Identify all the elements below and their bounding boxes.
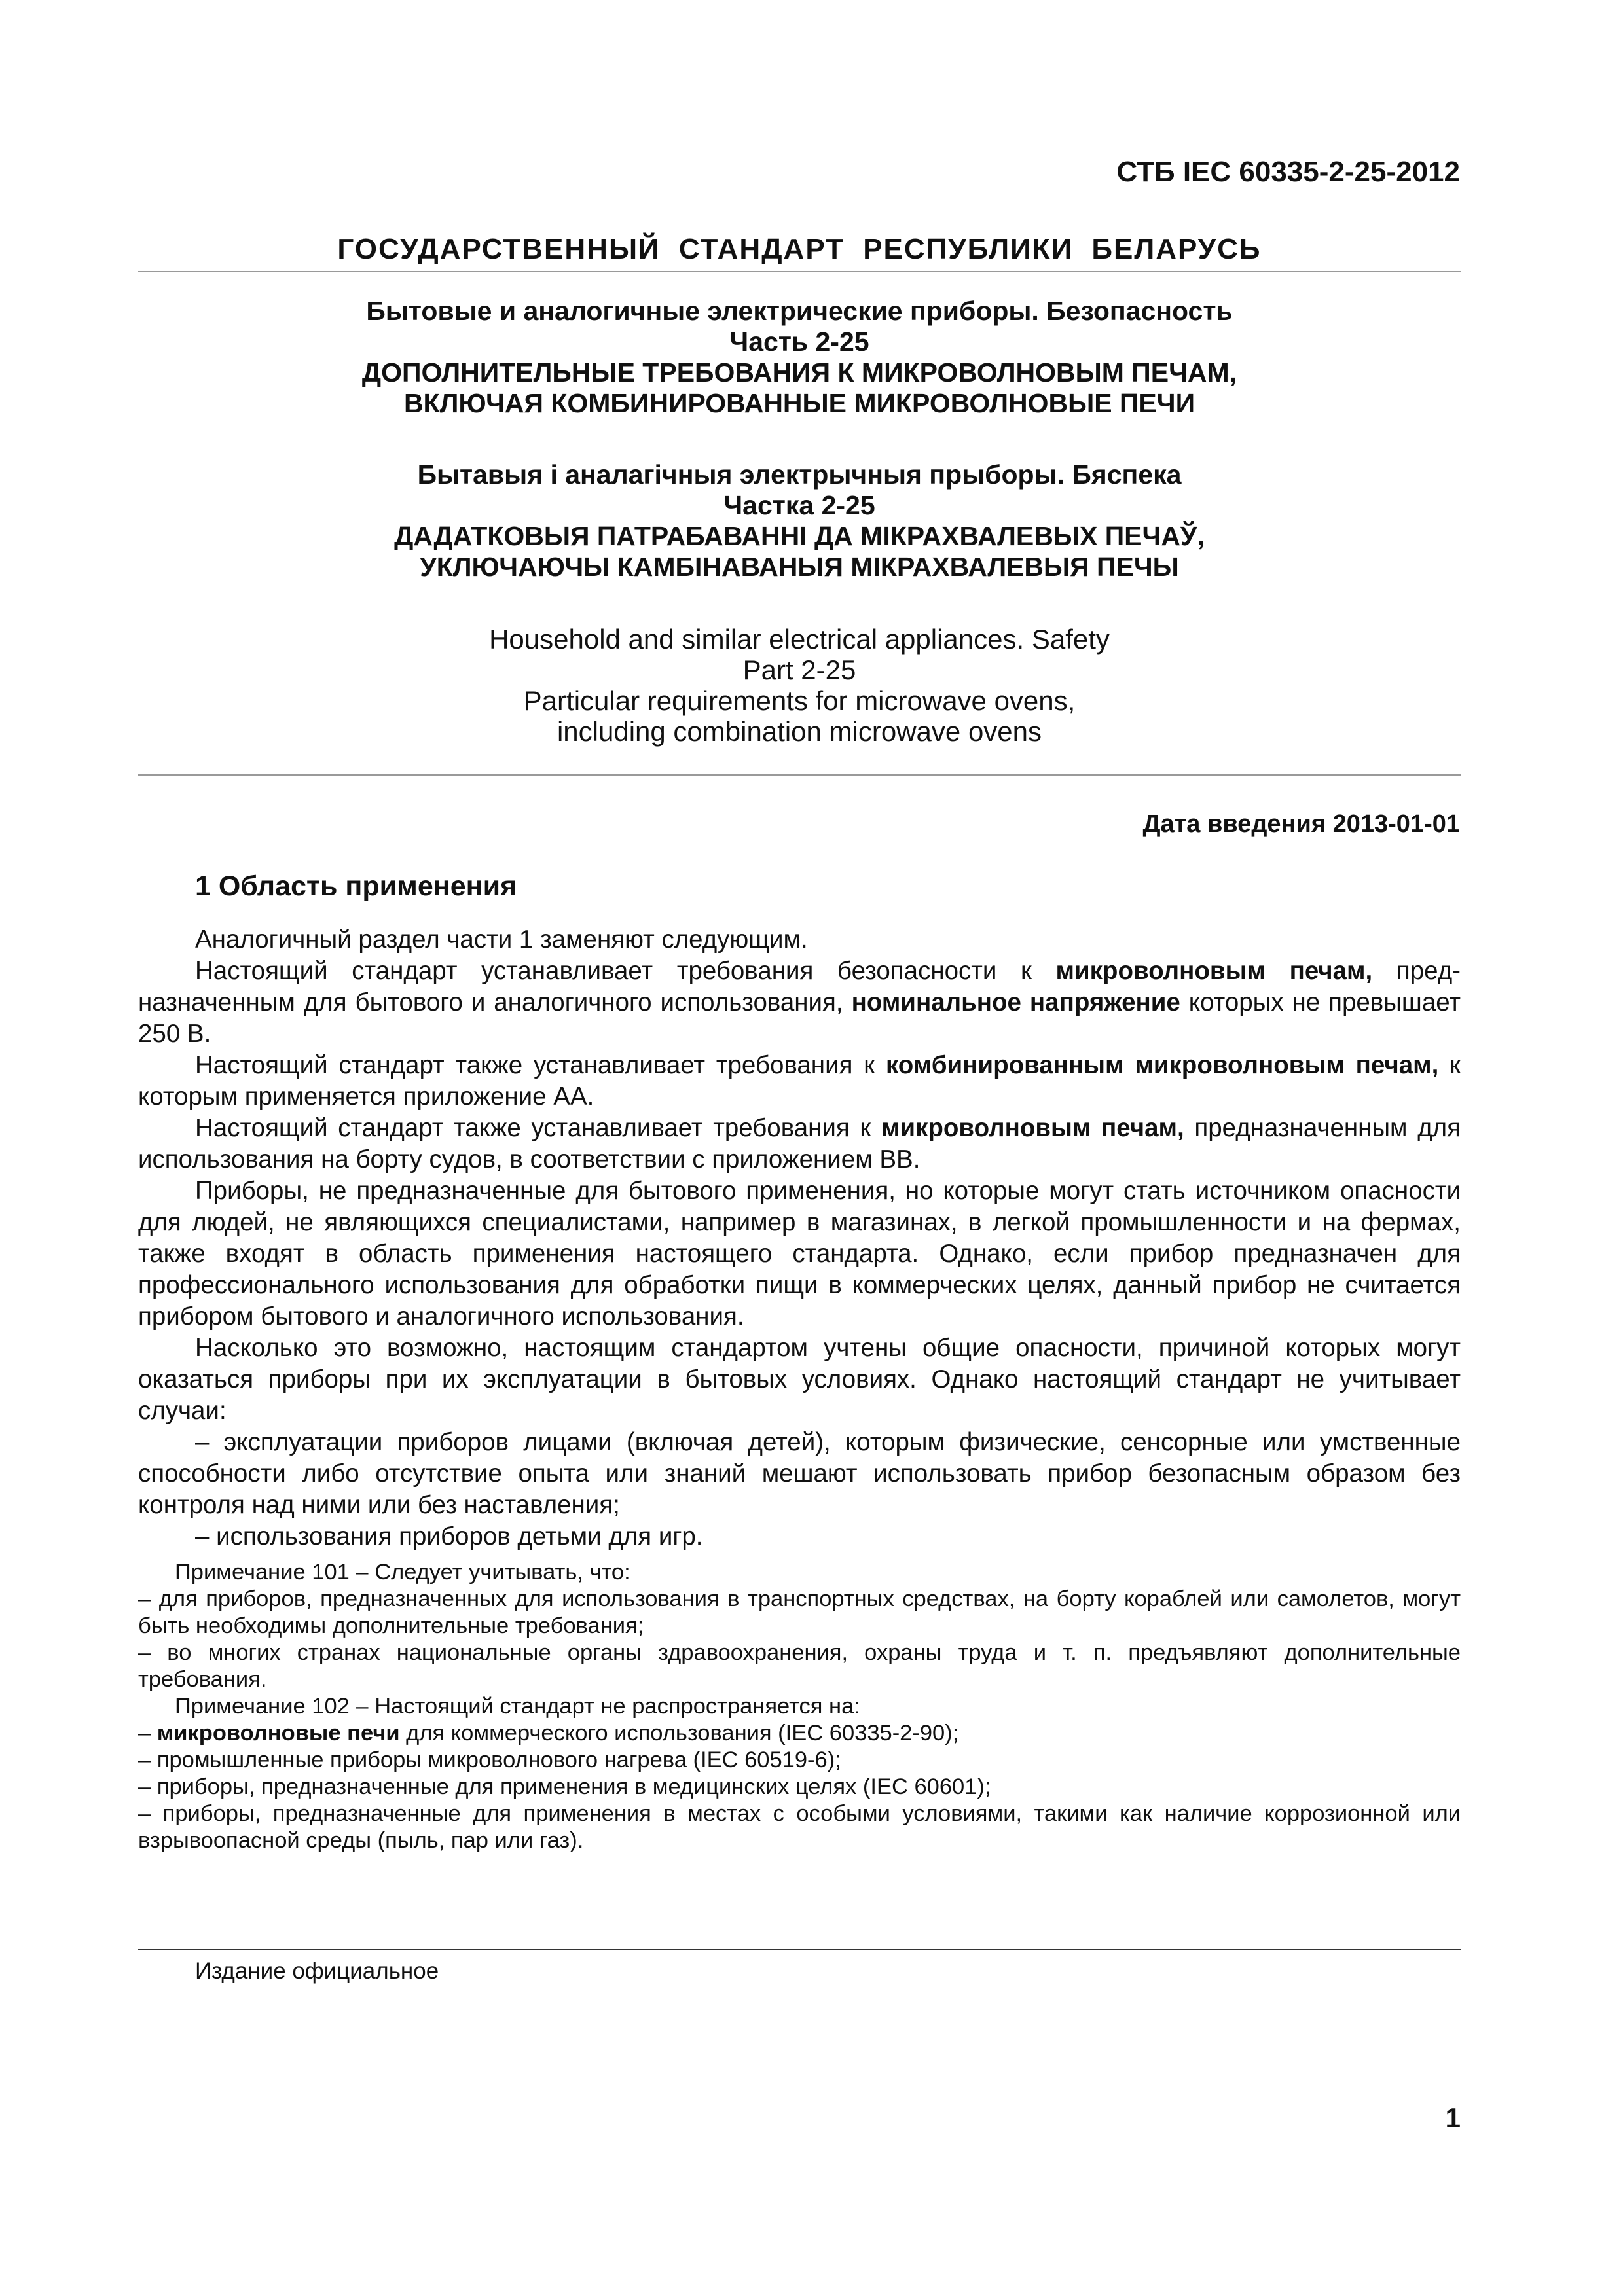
title-en-line: including combination microwave ovens xyxy=(556,716,1042,747)
title-divider-bottom xyxy=(138,774,1461,776)
title-ru-line: Бытовые и аналогичные электрические приборы. Безопасность xyxy=(366,296,1233,326)
paragraph: Приборы, не предназначенные для бытового применения, но которые могут стать источником опасности для людей, не являющихся специалистами, например в магазинах, в легкой промышленности и на фермах, также входят в область применения настоящего стандарта. Однако, если прибор предназначен для профессионального использования для обработки пищи в коммерческих целях, данный прибор не считается прибором бытового и аналогичного использования. xyxy=(138,1177,1461,1331)
note-item: – промышленные приборы микроволнового нагрева (IEC 60519-6); xyxy=(138,1748,841,1772)
paragraph: – эксплуатации приборов лицами (включая детей), которым физические, сенсорные или умственные способности либо отсутствие опыта или знаний мешают использовать прибор безопасным образом без контроля над ними или без наставления; xyxy=(138,1428,1461,1519)
note-102-heading: Примечание 102 – Настоящий стандарт не распространяется на: xyxy=(175,1694,860,1719)
footer-divider xyxy=(138,1949,1461,1950)
paragraph: Насколько это возможно, настоящим стандартом учтены общие опасности, причиной которых могут оказаться приборы при их эксплуатации в бытовых условиях. Однако настоящий стандарт не учитывает случаи: xyxy=(138,1334,1461,1425)
section-body xyxy=(138,924,1461,1854)
term: микроволновые печи xyxy=(156,1721,400,1746)
note-101-heading: Примечание 101 – Следует учитывать, что: xyxy=(175,1560,630,1585)
title-divider-top xyxy=(138,271,1461,272)
term: микроволновым печам, xyxy=(1055,957,1373,985)
title-ru-line: ВКЛЮЧАЯ КОМБИНИРОВАННЫЕ МИКРОВОЛНОВЫЕ ПЕЧИ xyxy=(403,388,1195,418)
title-ru-line: Часть 2-25 xyxy=(729,327,869,357)
paragraph: – использования приборов детьми для игр. xyxy=(195,1522,703,1551)
title-block-english xyxy=(138,624,1461,747)
note-item: – для приборов, предназначенных для использования в транспортных средствах, на борту кораблей или самолетов, могут быть необходимы дополнительные требования; xyxy=(138,1587,1461,1638)
title-en-line: Particular requirements for microwave ovens, xyxy=(523,685,1076,716)
note-item: – во многих странах национальные органы здравоохранения, охраны труда и т. п. предъявляют дополнительные требования. xyxy=(138,1640,1461,1692)
title-block-belarusian xyxy=(138,459,1461,583)
title-ru-line: ДОПОЛНИТЕЛЬНЫЕ ТРЕБОВАНИЯ К МИКРОВОЛНОВЫМ ПЕЧАМ, xyxy=(361,357,1237,387)
edition-label: Издание официальное xyxy=(195,1958,439,1984)
title-be-line: Бытавыя і аналагічныя электрычныя прыборы. Бяспека xyxy=(417,459,1182,490)
title-be-line: Частка 2-25 xyxy=(723,490,875,520)
title-be-line: УКЛЮЧАЮЧЫ КАМБІНАВАНЫЯ МІКРАХВАЛЕВЫЯ ПЕЧЫ xyxy=(420,552,1179,582)
paragraph: Настоящий стандарт устанавливает требования безопасности к микроволновым печам, предназначенным для бытового и аналогичного использования, номинальное напряжение которых не превышает 250 В. xyxy=(138,957,1461,1048)
term: номинальное напряжение xyxy=(851,988,1180,1016)
paragraph: Настоящий стандарт также устанавливает требования к микроволновым печам, предназначенным для использования на борту судов, в соответствии с приложением ВВ. xyxy=(138,1114,1461,1174)
paragraph: Аналогичный раздел части 1 заменяют следующим. xyxy=(195,925,808,954)
introduction-date: Дата введения 2013-01-01 xyxy=(1142,810,1460,838)
notes-block xyxy=(138,1559,1461,1854)
document-code: СТБ IEC 60335-2-25-2012 xyxy=(1116,156,1460,188)
title-en-line: Household and similar electrical appliances. Safety xyxy=(489,624,1110,655)
term: микроволновым печам, xyxy=(881,1114,1184,1142)
note-item: – приборы, предназначенные для применения в медицинских целях (IEC 60601); xyxy=(138,1774,991,1799)
term: комбинированным микроволновым печам, xyxy=(885,1051,1439,1079)
state-standard-title: ГОСУДАРСТВЕННЫЙ СТАНДАРТ РЕСПУБЛИКИ БЕЛАРУСЬ xyxy=(337,233,1262,265)
paragraph: Настоящий стандарт также устанавливает требования к комбинированным микроволновым печам, к которым применяется приложение АА. xyxy=(138,1051,1461,1111)
title-en-line: Part 2-25 xyxy=(742,655,856,685)
page-number: 1 xyxy=(1445,2102,1461,2133)
note-item: – микроволновые печи для коммерческого использования (IEC 60335-2-90); xyxy=(138,1721,959,1746)
section-heading: 1 Область применения xyxy=(195,870,517,902)
title-block-russian xyxy=(138,296,1461,419)
title-be-line: ДАДАТКОВЫЯ ПАТРАБАВАННІ ДА МІКРАХВАЛЕВЫХ ПЕЧАЎ, xyxy=(394,521,1205,551)
note-item: – приборы, предназначенные для применения в местах с особыми условиями, такими как наличие коррозионной или взрывоопасной среды (пыль, пар или газ). xyxy=(138,1801,1461,1853)
